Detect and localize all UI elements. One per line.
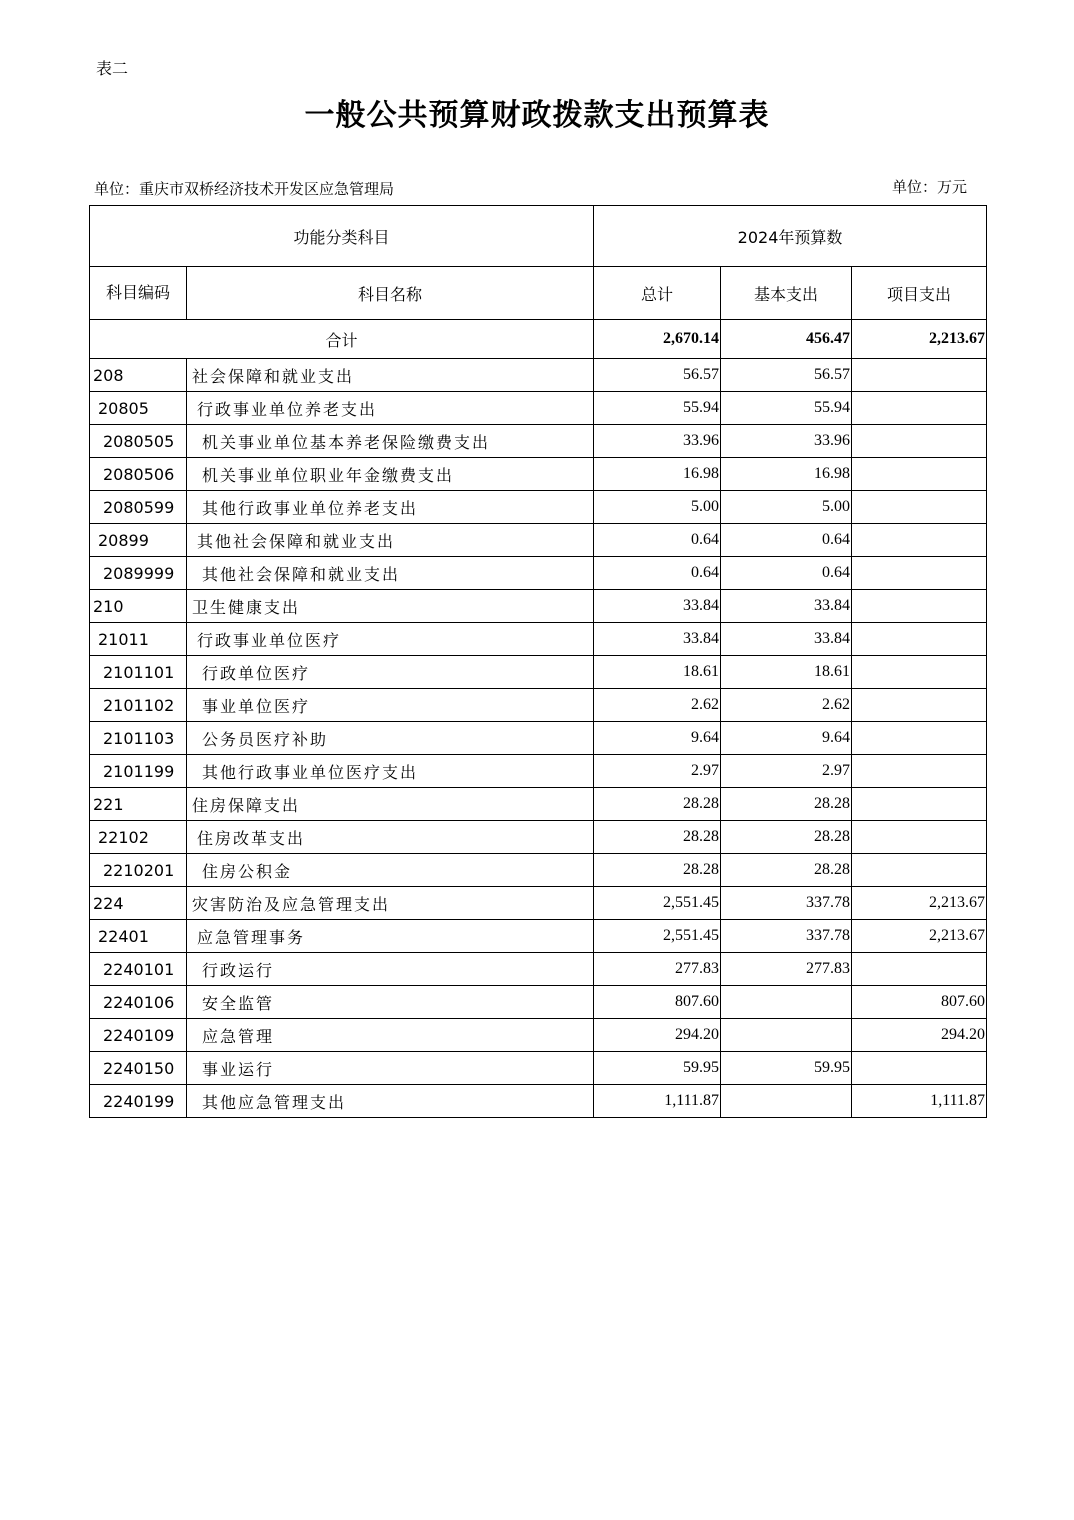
row-name: 机关事业单位基本养老保险缴费支出 <box>187 425 594 458</box>
row-basic <box>721 1019 852 1052</box>
table-row <box>90 920 987 953</box>
row-name: 行政运行 <box>187 953 594 986</box>
row-basic: 337.78 <box>721 887 852 920</box>
row-code: 224 <box>90 887 187 920</box>
row-name: 灾害防治及应急管理支出 <box>187 887 594 920</box>
table-row <box>90 953 987 986</box>
table-row <box>90 689 987 722</box>
row-project <box>852 491 987 524</box>
row-total: 2,551.45 <box>594 920 721 953</box>
row-project <box>852 1052 987 1085</box>
row-basic: 9.64 <box>721 722 852 755</box>
header-row-1 <box>90 206 987 267</box>
row-basic: 0.64 <box>721 524 852 557</box>
row-name: 卫生健康支出 <box>187 590 594 623</box>
table-row <box>90 854 987 887</box>
row-code: 2240199 <box>90 1085 187 1118</box>
row-code: 2080505 <box>90 425 187 458</box>
row-project: 1,111.87 <box>852 1085 987 1118</box>
table-row <box>90 557 987 590</box>
row-project <box>852 656 987 689</box>
row-basic <box>721 1085 852 1118</box>
row-name: 安全监管 <box>187 986 594 1019</box>
total-basic: 456.47 <box>721 320 852 359</box>
row-code: 2101102 <box>90 689 187 722</box>
row-project <box>852 755 987 788</box>
row-total: 56.57 <box>594 359 721 392</box>
row-name: 行政事业单位医疗 <box>187 623 594 656</box>
row-name: 应急管理事务 <box>187 920 594 953</box>
row-name: 住房公积金 <box>187 854 594 887</box>
row-basic: 2.62 <box>721 689 852 722</box>
header-total: 总计 <box>594 267 721 320</box>
total-row <box>90 320 987 359</box>
row-name: 应急管理 <box>187 1019 594 1052</box>
row-total: 2.62 <box>594 689 721 722</box>
page-title: 一般公共预算财政拨款支出预算表 <box>304 98 770 133</box>
table-row <box>90 359 987 392</box>
row-project: 807.60 <box>852 986 987 1019</box>
row-basic: 277.83 <box>721 953 852 986</box>
row-total: 33.84 <box>594 590 721 623</box>
table-row <box>90 392 987 425</box>
row-name: 社会保障和就业支出 <box>187 359 594 392</box>
table-row <box>90 887 987 920</box>
header-code: 科目编码 <box>90 267 187 320</box>
table-row <box>90 458 987 491</box>
row-name: 事业运行 <box>187 1052 594 1085</box>
row-code: 208 <box>90 359 187 392</box>
row-code: 2240106 <box>90 986 187 1019</box>
table-row <box>90 590 987 623</box>
row-code: 20899 <box>90 524 187 557</box>
table-row <box>90 986 987 1019</box>
row-name: 其他社会保障和就业支出 <box>187 557 594 590</box>
row-code: 22102 <box>90 821 187 854</box>
row-project: 2,213.67 <box>852 920 987 953</box>
table-row <box>90 1085 987 1118</box>
row-basic: 28.28 <box>721 854 852 887</box>
row-basic: 33.84 <box>721 623 852 656</box>
row-project <box>852 524 987 557</box>
row-project: 294.20 <box>852 1019 987 1052</box>
header-row-2 <box>90 267 987 320</box>
row-code: 2080599 <box>90 491 187 524</box>
table-row <box>90 1052 987 1085</box>
header-name: 科目名称 <box>187 267 594 320</box>
row-project <box>852 722 987 755</box>
row-name: 其他应急管理支出 <box>187 1085 594 1118</box>
row-name: 公务员医疗补助 <box>187 722 594 755</box>
row-project <box>852 359 987 392</box>
row-basic: 33.96 <box>721 425 852 458</box>
header-project: 项目支出 <box>852 267 987 320</box>
table-row <box>90 722 987 755</box>
row-project: 2,213.67 <box>852 887 987 920</box>
row-total: 33.96 <box>594 425 721 458</box>
row-name: 机关事业单位职业年金缴费支出 <box>187 458 594 491</box>
table-number: 表二 <box>96 59 129 78</box>
row-code: 21011 <box>90 623 187 656</box>
row-project <box>852 788 987 821</box>
header-basic: 基本支出 <box>721 267 852 320</box>
row-name: 行政事业单位养老支出 <box>187 392 594 425</box>
row-code: 2080506 <box>90 458 187 491</box>
row-code: 2101101 <box>90 656 187 689</box>
row-code: 2240150 <box>90 1052 187 1085</box>
row-code: 210 <box>90 590 187 623</box>
row-code: 2089999 <box>90 557 187 590</box>
row-total: 2,551.45 <box>594 887 721 920</box>
table-row <box>90 788 987 821</box>
table-row <box>90 425 987 458</box>
row-total: 1,111.87 <box>594 1085 721 1118</box>
row-basic: 59.95 <box>721 1052 852 1085</box>
row-basic: 337.78 <box>721 920 852 953</box>
row-basic: 55.94 <box>721 392 852 425</box>
row-code: 2240109 <box>90 1019 187 1052</box>
budget-table <box>89 205 987 1118</box>
row-total: 5.00 <box>594 491 721 524</box>
row-basic: 28.28 <box>721 788 852 821</box>
row-total: 0.64 <box>594 557 721 590</box>
row-basic: 0.64 <box>721 557 852 590</box>
row-project <box>852 821 987 854</box>
table-row <box>90 491 987 524</box>
unit-organization: 单位：重庆市双桥经济技术开发区应急管理局 <box>94 180 395 198</box>
row-total: 807.60 <box>594 986 721 1019</box>
row-name: 其他行政事业单位养老支出 <box>187 491 594 524</box>
row-total: 28.28 <box>594 821 721 854</box>
row-total: 9.64 <box>594 722 721 755</box>
total-project: 2,213.67 <box>852 320 987 359</box>
row-project <box>852 953 987 986</box>
unit-currency: 单位：万元 <box>892 178 968 196</box>
row-basic: 28.28 <box>721 821 852 854</box>
row-total: 33.84 <box>594 623 721 656</box>
row-total: 28.28 <box>594 854 721 887</box>
row-project <box>852 854 987 887</box>
row-project <box>852 392 987 425</box>
row-basic: 33.84 <box>721 590 852 623</box>
header-functional: 功能分类科目 <box>90 206 594 267</box>
row-name: 住房保障支出 <box>187 788 594 821</box>
row-total: 2.97 <box>594 755 721 788</box>
table-row <box>90 656 987 689</box>
row-project <box>852 590 987 623</box>
row-total: 16.98 <box>594 458 721 491</box>
row-code: 22401 <box>90 920 187 953</box>
row-total: 277.83 <box>594 953 721 986</box>
row-name: 住房改革支出 <box>187 821 594 854</box>
row-project <box>852 623 987 656</box>
row-code: 2240101 <box>90 953 187 986</box>
row-project <box>852 458 987 491</box>
row-project <box>852 557 987 590</box>
row-basic: 56.57 <box>721 359 852 392</box>
header-budget-year: 2024年预算数 <box>594 206 987 267</box>
row-basic: 5.00 <box>721 491 852 524</box>
table-row <box>90 1019 987 1052</box>
table-row <box>90 623 987 656</box>
total-sum: 2,670.14 <box>594 320 721 359</box>
row-project <box>852 689 987 722</box>
row-total: 18.61 <box>594 656 721 689</box>
row-code: 2210201 <box>90 854 187 887</box>
row-basic: 16.98 <box>721 458 852 491</box>
total-label: 合计 <box>90 320 594 359</box>
row-code: 2101103 <box>90 722 187 755</box>
row-name: 其他行政事业单位医疗支出 <box>187 755 594 788</box>
row-basic: 18.61 <box>721 656 852 689</box>
row-total: 294.20 <box>594 1019 721 1052</box>
row-total: 28.28 <box>594 788 721 821</box>
row-project <box>852 425 987 458</box>
row-code: 20805 <box>90 392 187 425</box>
row-code: 221 <box>90 788 187 821</box>
row-name: 事业单位医疗 <box>187 689 594 722</box>
table-row <box>90 821 987 854</box>
row-name: 其他社会保障和就业支出 <box>187 524 594 557</box>
table-row <box>90 524 987 557</box>
row-name: 行政单位医疗 <box>187 656 594 689</box>
row-basic: 2.97 <box>721 755 852 788</box>
table-row <box>90 755 987 788</box>
row-total: 55.94 <box>594 392 721 425</box>
row-total: 59.95 <box>594 1052 721 1085</box>
row-code: 2101199 <box>90 755 187 788</box>
row-total: 0.64 <box>594 524 721 557</box>
row-basic <box>721 986 852 1019</box>
